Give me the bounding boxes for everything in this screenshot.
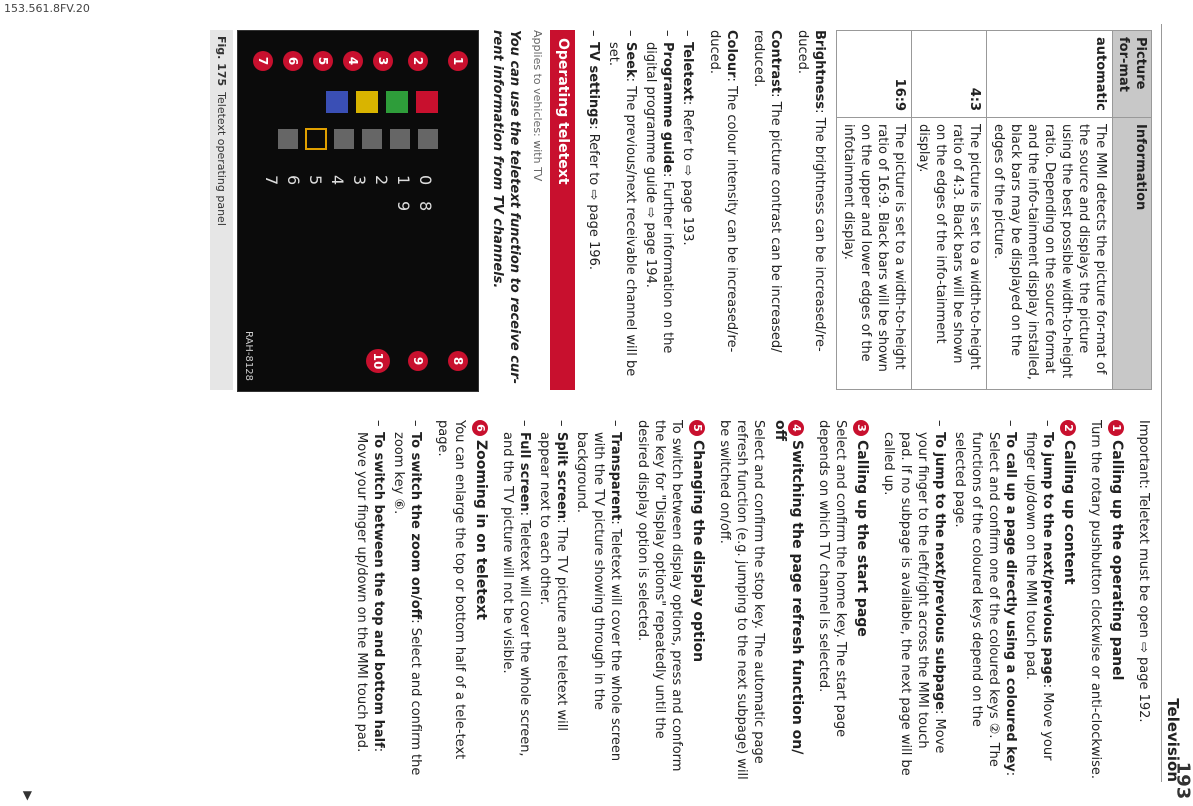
figure-caption-text: Teletext operating panel [215, 92, 228, 226]
section-heading [689, 420, 706, 780]
svg-text:6: 6 [286, 56, 300, 66]
list-item-text: : Select and confirm one of the coloured keys ②. The functions of the coloured keys depend on the selected page. [952, 432, 1018, 777]
scroll-up-key-icon [278, 129, 298, 149]
svg-text:4: 4 [346, 56, 360, 66]
contrast-text: : The picture contrast can be increased/ reduced. [751, 30, 783, 353]
section-heading-text: Switching the page refresh function on/ off [772, 420, 805, 755]
intro-text: You can use the teletext function to receive cur-rent information from TV channels. [490, 30, 522, 385]
svg-text:5: 5 [316, 56, 330, 66]
section-text: Select and confirm the stop key. The automatic page refresh function (e.g. jumping to the next subpage) will be switched on/off. [717, 420, 766, 780]
section-heading [1108, 420, 1125, 780]
list-item-text: : Move your finger up/down on the MMI touch pad. [1023, 432, 1055, 761]
list-item-text: : Teletext will cover the whole screen, and the TV picture will not be visible. [500, 432, 532, 757]
svg-text:5: 5 [306, 175, 325, 186]
list-item-label: TV settings [586, 42, 601, 126]
table-cell-info: The MMI detects the picture for-mat of the source and displays the picture using the best possible width-to-height ratio. Depending on the source format and the info-tainment display installed, black bars may be displayed on the edges of the picture. [987, 118, 1113, 390]
svg-text:8: 8 [451, 356, 465, 366]
section-text: Turn the rotary pushbutton clockwise or anti-clockwise. [1088, 420, 1103, 780]
important-note: Important: Teletext must be open ⇨ page 192. [1136, 420, 1151, 723]
section-title: Television [1164, 698, 1182, 782]
svg-text:6: 6 [284, 175, 303, 186]
green-key-icon [386, 91, 408, 113]
header-rule [1161, 24, 1162, 782]
list-item-text: : Further information on the digital programme guide ⇨ page 194. [643, 42, 675, 354]
list-item-label: To switch the zoom on/off [408, 432, 423, 620]
section-heading-text: Zooming in on teletext [473, 440, 489, 621]
yellow-key-icon [356, 91, 378, 113]
svg-text:2: 2 [372, 175, 391, 186]
svg-text:8: 8 [416, 201, 435, 212]
table-header-information: Information [1113, 118, 1152, 390]
list-item-text: : Refer to ⇨ page 196. [586, 125, 601, 270]
svg-text:1: 1 [394, 175, 413, 186]
table-cell-format: 4:3 [912, 31, 987, 118]
list-item-label: Split screen [554, 432, 569, 520]
list-item [353, 420, 387, 780]
list-item [679, 30, 696, 390]
step-number-icon: 6 [472, 420, 488, 436]
svg-text:7: 7 [262, 175, 281, 186]
continue-arrow-icon: ▼ [22, 788, 32, 802]
list-item-label: Full screen [517, 432, 532, 512]
section-heading-text: Changing the display option [690, 440, 706, 663]
content-list [880, 420, 1056, 780]
list-item-label: Transparent [608, 432, 623, 521]
list-item [605, 30, 639, 390]
list-item-label: Programme guide [660, 42, 675, 173]
contrast-paragraph [750, 30, 784, 390]
section-heading [472, 420, 489, 780]
red-key-icon [416, 91, 438, 113]
picture-format-table [836, 30, 1152, 390]
list-item-text: : The TV picture and teletext will appear next to each other. [537, 432, 569, 731]
display-option-key-icon [362, 129, 382, 149]
table-row [987, 31, 1113, 390]
contrast-label: Contrast [768, 30, 783, 94]
settings-list [585, 30, 696, 390]
operating-teletext-banner: Operating teletext [550, 30, 575, 390]
svg-text:9: 9 [411, 356, 425, 366]
list-item-label: To switch between the top and bottom half [371, 432, 386, 748]
svg-text:4: 4 [328, 175, 347, 186]
list-item-text: : Teletext will cover the whole screen with the TV picture showing through in the background. [574, 432, 623, 762]
list-item [880, 420, 948, 780]
table-header-format: Picture for-mat [1113, 31, 1152, 118]
list-item-label: To call up a page directly using a coloured key [1003, 432, 1018, 772]
list-item [1022, 420, 1056, 780]
home-key-icon [418, 129, 438, 149]
figure-caption [210, 30, 233, 390]
brightness-text: : The brightness can be increased/re-duced. [795, 30, 827, 352]
section-heading-text: Calling up the start page [854, 440, 870, 637]
applies-note: Applies to vehicles: with TV [531, 30, 544, 182]
colour-label: Colour [724, 30, 739, 78]
list-item [390, 420, 424, 780]
table-cell-format: 16:9 [837, 31, 912, 118]
zoom-list [353, 420, 424, 780]
display-option-list [499, 420, 624, 780]
svg-text:2: 2 [411, 56, 425, 66]
table-row [912, 31, 987, 390]
list-item-text: : The previous/next receivable channel will be set. [606, 42, 638, 377]
list-item-label: To jump to the next/previous page [1040, 432, 1055, 684]
right-column [343, 420, 1152, 780]
page-number: 193 [1172, 761, 1193, 800]
teletext-panel-illustration [238, 31, 478, 391]
step-number-icon: 5 [689, 420, 705, 436]
step-number-icon: 3 [853, 420, 869, 436]
svg-text:1: 1 [451, 56, 465, 66]
section-text: Select and confirm the home key. The start page depends on which TV channel is selected. [816, 420, 848, 738]
table-cell-info: The picture is set to a width-to-height ratio of 16:9. Black bars will be shown on the upper and lower edges of the infotainment display. [837, 118, 912, 390]
figure-label: Fig. 175 [215, 36, 228, 87]
brightness-label: Brightness [812, 30, 827, 110]
section-heading [1060, 420, 1077, 780]
list-item-text: : Refer to ⇨ page 193. [680, 100, 695, 246]
list-item-text: : Move your finger to the left/right across the MMI touch pad. If no subpage is available, the next page will be called up. [881, 432, 947, 776]
list-item-label: Seek [623, 42, 638, 78]
table-cell-format: automatic [987, 31, 1113, 118]
section-heading [853, 420, 870, 780]
list-item [585, 30, 602, 390]
zoom-key-icon [334, 129, 354, 149]
svg-text:RAH-8128: RAH-8128 [243, 331, 254, 381]
list-item-text: : Move your finger up/down on the MMI touch pad. [354, 432, 386, 753]
section-heading-text: Calling up the operating panel [1109, 440, 1125, 681]
blue-key-icon [326, 91, 348, 113]
svg-text:10: 10 [371, 352, 385, 370]
step-number-icon: 4 [788, 420, 804, 436]
svg-text:3: 3 [376, 56, 390, 66]
left-column [210, 30, 1152, 390]
colour-text: : The colour intensity can be increased/re-duced. [707, 30, 739, 353]
document-code: 153.561.8FV.20 [4, 2, 90, 15]
table-cell-info: The picture is set to a width-to-height ratio of 4:3. Black bars will be shown on the edges of the info-tainment display. [912, 118, 987, 390]
section-heading [771, 420, 805, 780]
table-header-row [1113, 31, 1152, 390]
svg-text:3: 3 [350, 175, 369, 186]
list-item [499, 420, 533, 780]
section-text: To switch between display options, press and conform the key for "Display options" repeatedly until the desired display option is selected. [635, 420, 684, 772]
svg-text:9: 9 [394, 201, 413, 212]
brightness-paragraph [794, 30, 828, 390]
teletext-panel-figure [237, 30, 479, 392]
section-heading-text: Calling up content [1061, 440, 1077, 585]
list-item-label: To jump to the next/previous subpage [932, 432, 947, 711]
svg-text:0: 0 [416, 175, 435, 186]
section-text: You can enlarge the top or bottom half of a tele-text page. [435, 420, 467, 760]
list-item-text: : Select and confirm the zoom key ⑥. [391, 432, 423, 776]
step-number-icon: 1 [1108, 420, 1124, 436]
colour-paragraph [706, 30, 740, 390]
table-row [837, 31, 912, 390]
list-item [951, 420, 1019, 780]
list-item-label: Teletext [680, 42, 695, 101]
list-item [642, 30, 676, 390]
step-number-icon: 2 [1060, 420, 1076, 436]
svg-text:7: 7 [256, 56, 270, 66]
list-item [536, 420, 570, 780]
list-item [573, 420, 624, 780]
stop-key-icon [390, 129, 410, 149]
